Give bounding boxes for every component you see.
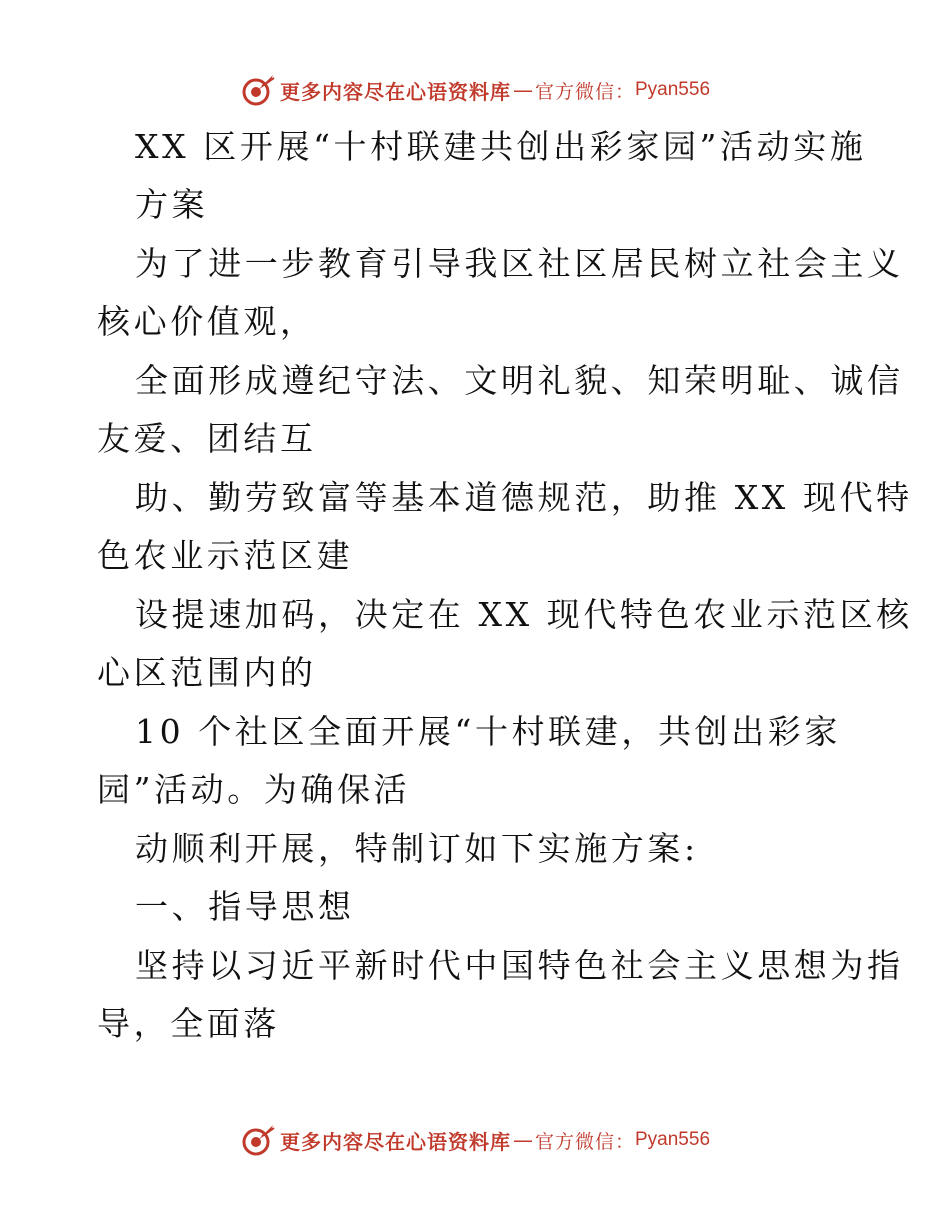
watermark-footer bbox=[0, 1120, 950, 1160]
paragraph-line: 全面形成遵纪守法、文明礼貌、知荣明耻、诚信 bbox=[135, 361, 904, 400]
paragraph-line: 核心价值观， bbox=[97, 302, 317, 341]
watermark-wechat-id: Pyan556 bbox=[635, 1129, 711, 1150]
paragraph-line: 为了进一步教育引导我区社区居民树立社会主义 bbox=[135, 244, 904, 283]
watermark-wechat-id: Pyan556 bbox=[635, 79, 711, 100]
paragraph-line: 心区范围内的 bbox=[97, 653, 317, 692]
watermark-main-text: 更多内容尽在心语资料库 bbox=[279, 1129, 511, 1154]
title-line-2: 方案 bbox=[135, 185, 209, 224]
paragraph-line: 友爱、团结互 bbox=[97, 419, 317, 458]
paragraph-line: 助、勤劳致富等基本道德规范，助推 XX 现代特 bbox=[135, 478, 913, 517]
paragraph-line: 园”活动。为确保活 bbox=[97, 770, 411, 809]
paragraph-line: 色农业示范区建 bbox=[97, 536, 354, 575]
section-heading: 一、指导思想 bbox=[135, 887, 355, 926]
watermark-separator: — bbox=[512, 1128, 533, 1152]
paragraph-line: 导，全面落 bbox=[97, 1004, 280, 1043]
watermark-main-text: 更多内容尽在心语资料库 bbox=[279, 79, 511, 104]
title-line-1: XX 区开展“十村联建共创出彩家园”活动实施 bbox=[135, 127, 867, 166]
paragraph-line: 10 个社区全面开展“十村联建，共创出彩家 bbox=[135, 712, 841, 751]
watermark-wechat-label: 官方微信： bbox=[534, 80, 635, 103]
watermark-wechat-label: 官方微信： bbox=[534, 1130, 635, 1153]
quill-logo-icon bbox=[240, 72, 276, 108]
watermark-header bbox=[0, 70, 950, 110]
paragraph-line: 设提速加码，决定在 XX 现代特色农业示范区核 bbox=[135, 595, 913, 634]
watermark-separator: — bbox=[512, 78, 533, 102]
paragraph-line: 坚持以习近平新时代中国特色社会主义思想为指 bbox=[135, 946, 904, 985]
quill-logo-icon bbox=[240, 1122, 276, 1158]
paragraph-line: 动顺利开展，特制订如下实施方案: bbox=[135, 829, 699, 868]
